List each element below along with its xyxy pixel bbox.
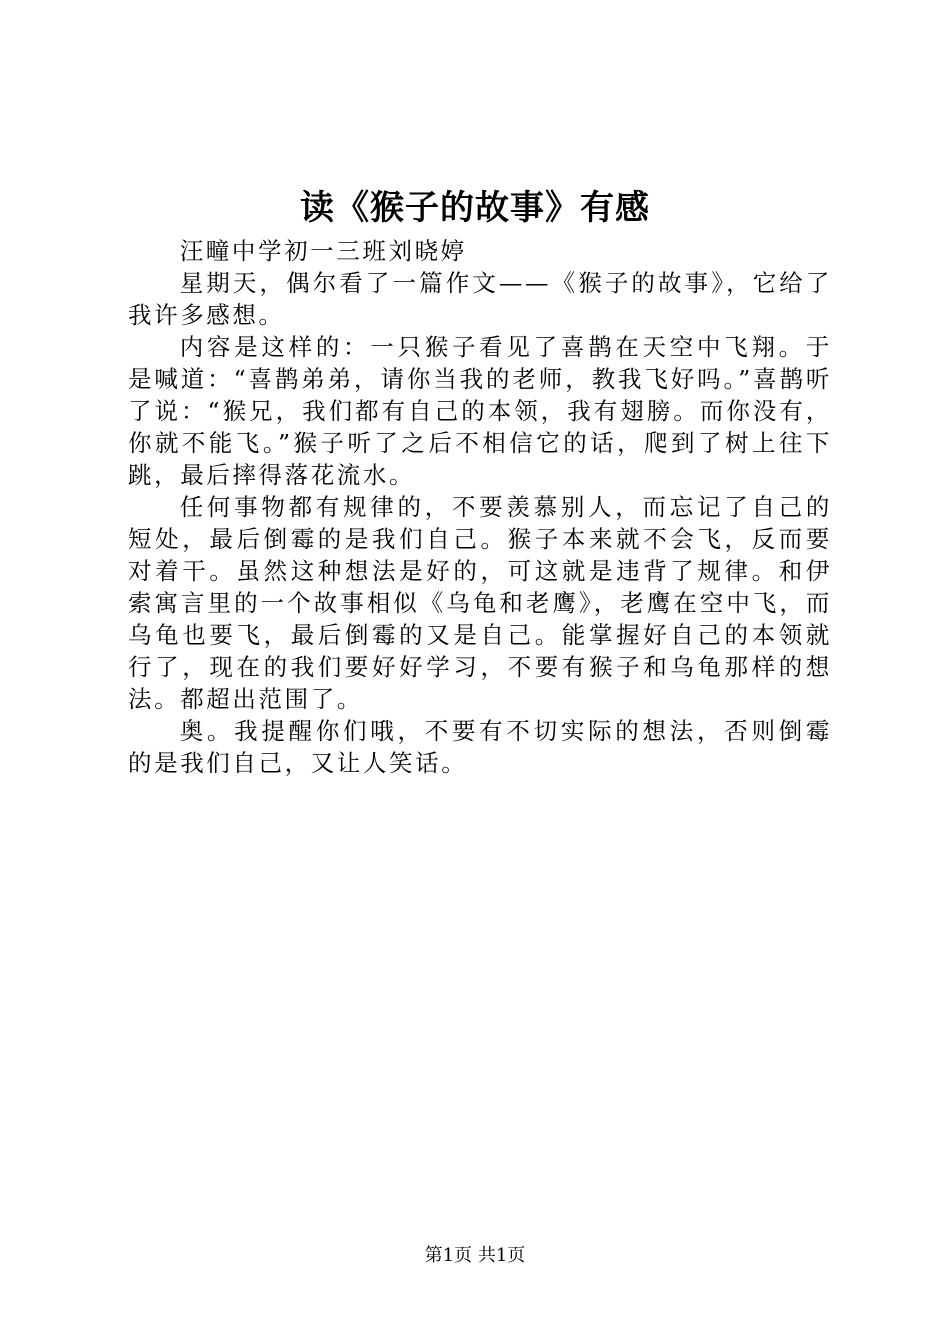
- paragraph: 任何事物都有规律的，不要羡慕别人，而忘记了自己的短处，最后倒霉的是我们自己。猴子本来就不会飞，反而要对着干。虽然这种想法是好的，可这就是违背了规律。和伊索寓言里的一个故事相似《乌龟和老鹰》，老鹰在空中飞，而乌龟也要飞，最后倒霉的又是自己。能掌握好自己的本领就行了，现在的我们要好好学习，不要有猴子和乌龟那样的想法。都超出范围了。: [128, 493, 832, 713]
- document-title: 读《猴子的故事》有感: [300, 188, 650, 228]
- page-number-footer: 第1页 共1页: [424, 1245, 526, 1266]
- author-line: 汪疃中学初一三班刘晓婷: [179, 237, 467, 265]
- document-body: [128, 235, 832, 779]
- paragraph: 内容是这样的：一只猴子看见了喜鹊在天空中飞翔。于是喊道：“喜鹊弟弟，请你当我的老师，教我飞好吗。”喜鹊听了说：“猴兄，我们都有自己的本领，我有翅膀。而你没有，你就不能飞。”猴子听了之后不相信它的话，爬到了树上往下跳，最后摔得落花流水。: [128, 333, 832, 489]
- paragraph: 星期天，偶尔看了一篇作文——《猴子的故事》，它给了我许多感想。: [128, 269, 832, 329]
- paragraph: 奥。我提醒你们哦，不要有不切实际的想法，否则倒霉的是我们自己，又让人笑话。: [128, 717, 832, 777]
